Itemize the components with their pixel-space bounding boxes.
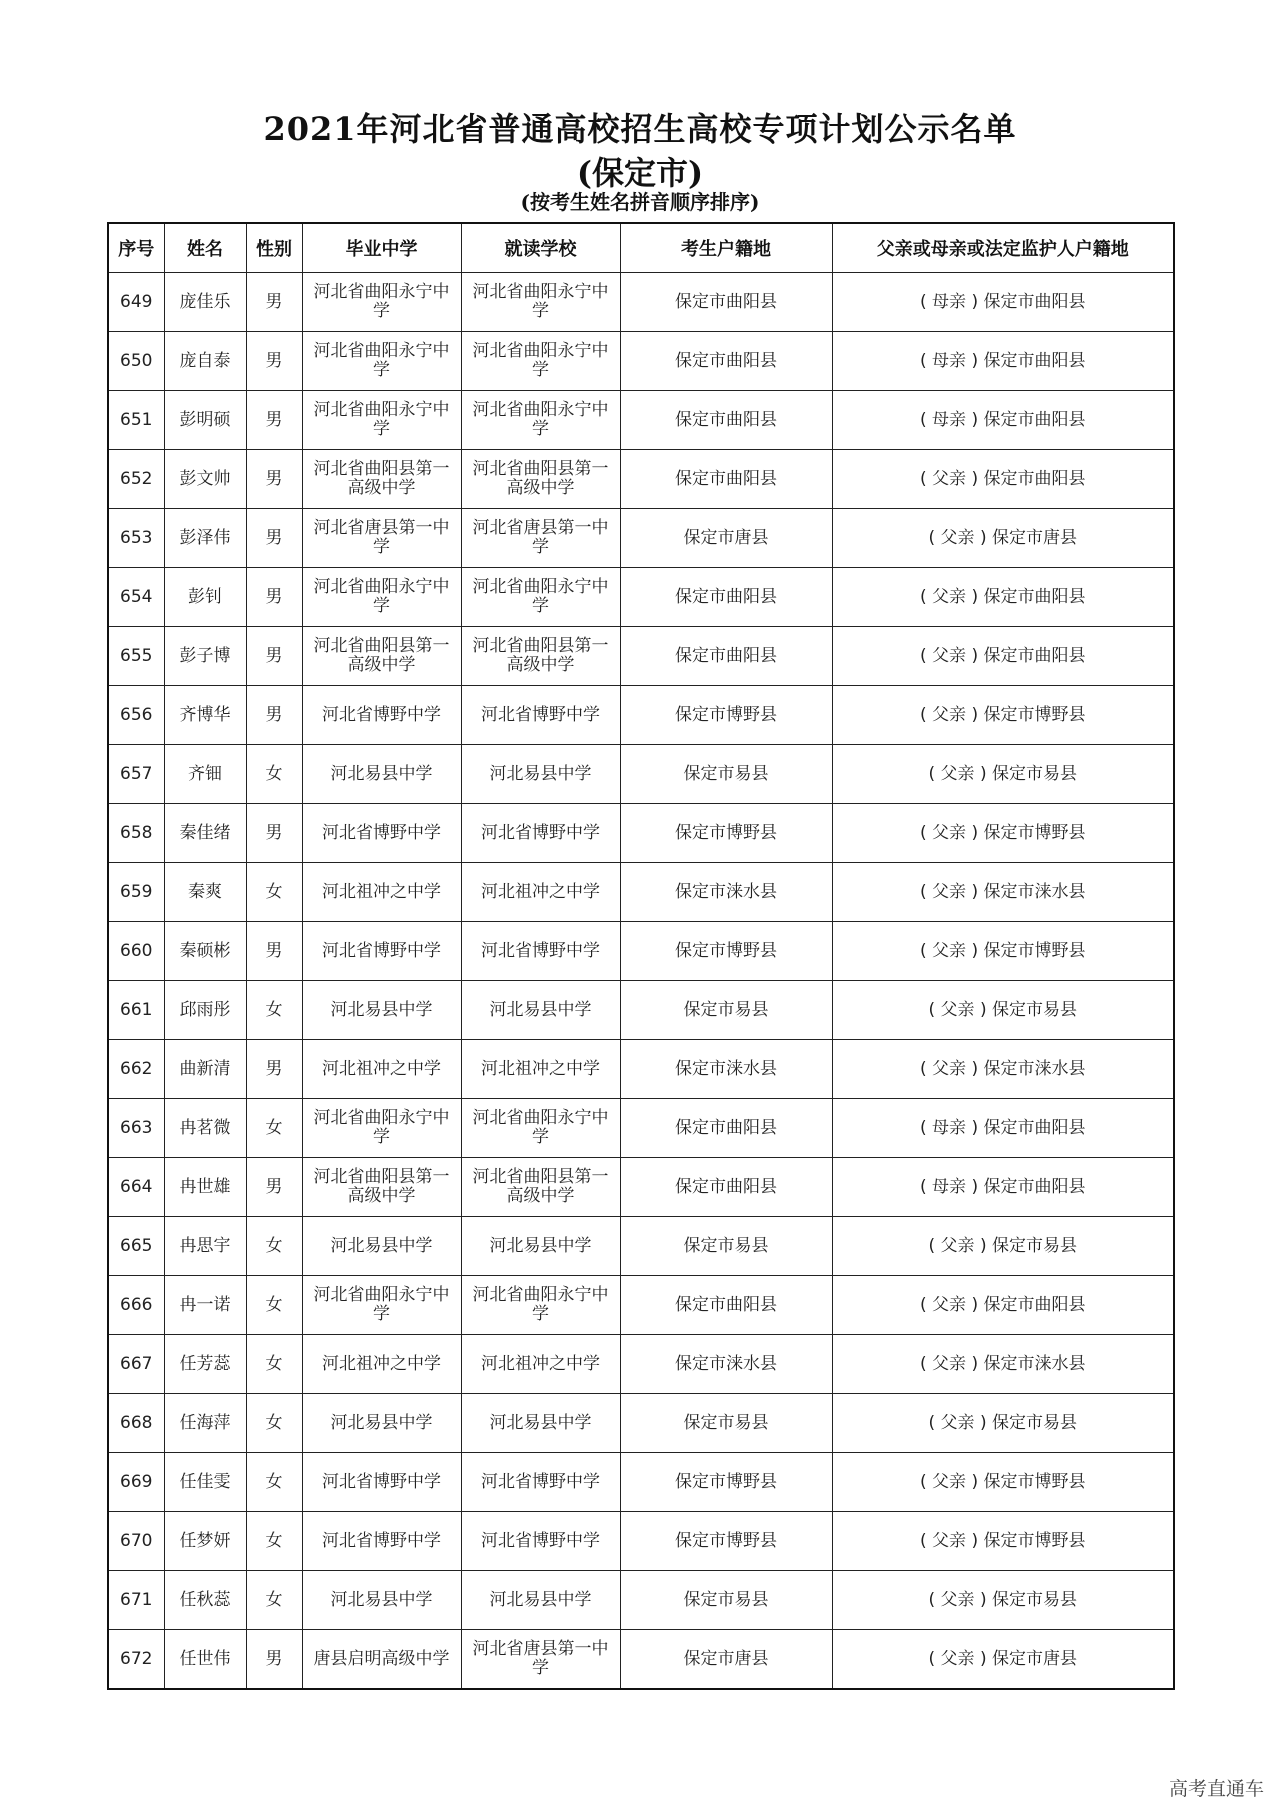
cell-gender: 女 xyxy=(246,1512,302,1571)
cell-name: 秦硕彬 xyxy=(164,922,246,981)
cell-current-school: 河北省博野中学 xyxy=(461,922,620,981)
cell-guardian-household: ( 父亲 ) 保定市曲阳县 xyxy=(832,450,1174,509)
cell-serial: 653 xyxy=(108,509,164,568)
cell-serial: 665 xyxy=(108,1217,164,1276)
sort-note: (按考生姓名拼音顺序排序) xyxy=(520,190,760,214)
cell-name: 任秋蕊 xyxy=(164,1571,246,1630)
cell-grad-school: 河北省曲阳永宁中学 xyxy=(302,273,461,332)
cell-serial: 659 xyxy=(108,863,164,922)
cell-guardian-household: ( 父亲 ) 保定市涞水县 xyxy=(832,1335,1174,1394)
table-body xyxy=(108,273,1174,1690)
cell-household: 保定市曲阳县 xyxy=(620,391,832,450)
cell-name: 庞自泰 xyxy=(164,332,246,391)
cell-grad-school: 河北省曲阳永宁中学 xyxy=(302,1276,461,1335)
cell-name: 任海萍 xyxy=(164,1394,246,1453)
table-row xyxy=(108,1630,1174,1690)
cell-current-school: 河北易县中学 xyxy=(461,1217,620,1276)
cell-current-school: 河北省博野中学 xyxy=(461,686,620,745)
cell-serial: 672 xyxy=(108,1630,164,1690)
cell-household: 保定市博野县 xyxy=(620,1453,832,1512)
cell-household: 保定市易县 xyxy=(620,1217,832,1276)
cell-guardian-household: ( 父亲 ) 保定市涞水县 xyxy=(832,1040,1174,1099)
cell-grad-school: 河北易县中学 xyxy=(302,1571,461,1630)
cell-grad-school: 河北省唐县第一中学 xyxy=(302,509,461,568)
cell-gender: 男 xyxy=(246,804,302,863)
cell-household: 保定市曲阳县 xyxy=(620,1099,832,1158)
table-row xyxy=(108,1394,1174,1453)
cell-name: 冉思宇 xyxy=(164,1217,246,1276)
table-row xyxy=(108,1453,1174,1512)
cell-household: 保定市曲阳县 xyxy=(620,1276,832,1335)
cell-gender: 男 xyxy=(246,332,302,391)
cell-household: 保定市博野县 xyxy=(620,922,832,981)
cell-current-school: 河北省博野中学 xyxy=(461,804,620,863)
cell-guardian-household: ( 母亲 ) 保定市曲阳县 xyxy=(832,1099,1174,1158)
table-row xyxy=(108,1099,1174,1158)
cell-guardian-household: ( 父亲 ) 保定市易县 xyxy=(832,745,1174,804)
table-row xyxy=(108,1512,1174,1571)
table-row xyxy=(108,1158,1174,1217)
cell-gender: 男 xyxy=(246,391,302,450)
cell-guardian-household: ( 父亲 ) 保定市博野县 xyxy=(832,922,1174,981)
cell-current-school: 河北省曲阳永宁中学 xyxy=(461,1099,620,1158)
cell-current-school: 河北祖冲之中学 xyxy=(461,1335,620,1394)
table-row xyxy=(108,1040,1174,1099)
cell-grad-school: 河北省曲阳永宁中学 xyxy=(302,1099,461,1158)
cell-guardian-household: ( 母亲 ) 保定市曲阳县 xyxy=(832,391,1174,450)
cell-serial: 663 xyxy=(108,1099,164,1158)
column-header: 性别 xyxy=(246,223,302,273)
cell-gender: 男 xyxy=(246,1158,302,1217)
cell-current-school: 河北省唐县第一中学 xyxy=(461,509,620,568)
cell-current-school: 河北易县中学 xyxy=(461,1571,620,1630)
cell-guardian-household: ( 父亲 ) 保定市曲阳县 xyxy=(832,568,1174,627)
cell-serial: 660 xyxy=(108,922,164,981)
cell-grad-school: 河北省博野中学 xyxy=(302,922,461,981)
cell-gender: 女 xyxy=(246,1217,302,1276)
column-header: 毕业中学 xyxy=(302,223,461,273)
cell-guardian-household: ( 父亲 ) 保定市易县 xyxy=(832,981,1174,1040)
cell-guardian-household: ( 母亲 ) 保定市曲阳县 xyxy=(832,273,1174,332)
cell-serial: 661 xyxy=(108,981,164,1040)
cell-grad-school: 河北易县中学 xyxy=(302,981,461,1040)
cell-current-school: 河北省曲阳县第一高级中学 xyxy=(461,627,620,686)
cell-grad-school: 河北祖冲之中学 xyxy=(302,1335,461,1394)
cell-household: 保定市曲阳县 xyxy=(620,1158,832,1217)
cell-guardian-household: ( 父亲 ) 保定市博野县 xyxy=(832,1512,1174,1571)
cell-gender: 男 xyxy=(246,509,302,568)
cell-household: 保定市涞水县 xyxy=(620,1040,832,1099)
cell-current-school: 河北祖冲之中学 xyxy=(461,1040,620,1099)
table-row xyxy=(108,686,1174,745)
cell-current-school: 河北易县中学 xyxy=(461,745,620,804)
cell-grad-school: 河北易县中学 xyxy=(302,1394,461,1453)
cell-gender: 男 xyxy=(246,627,302,686)
cell-grad-school: 河北省博野中学 xyxy=(302,1512,461,1571)
cell-name: 彭子博 xyxy=(164,627,246,686)
cell-serial: 650 xyxy=(108,332,164,391)
cell-household: 保定市易县 xyxy=(620,745,832,804)
cell-current-school: 河北省唐县第一中学 xyxy=(461,1630,620,1690)
cell-household: 保定市涞水县 xyxy=(620,863,832,922)
cell-serial: 657 xyxy=(108,745,164,804)
cell-gender: 女 xyxy=(246,1571,302,1630)
table-row xyxy=(108,1217,1174,1276)
cell-gender: 男 xyxy=(246,273,302,332)
cell-grad-school: 河北省曲阳永宁中学 xyxy=(302,568,461,627)
cell-current-school: 河北易县中学 xyxy=(461,1394,620,1453)
cell-name: 冉茗微 xyxy=(164,1099,246,1158)
cell-gender: 男 xyxy=(246,568,302,627)
column-header: 姓名 xyxy=(164,223,246,273)
table-row xyxy=(108,273,1174,332)
cell-gender: 女 xyxy=(246,981,302,1040)
table-row xyxy=(108,1335,1174,1394)
cell-household: 保定市易县 xyxy=(620,1394,832,1453)
cell-current-school: 河北省曲阳县第一高级中学 xyxy=(461,1158,620,1217)
cell-grad-school: 河北省博野中学 xyxy=(302,1453,461,1512)
cell-grad-school: 河北易县中学 xyxy=(302,745,461,804)
cell-household: 保定市曲阳县 xyxy=(620,450,832,509)
cell-grad-school: 唐县启明高级中学 xyxy=(302,1630,461,1690)
cell-grad-school: 河北省曲阳县第一高级中学 xyxy=(302,450,461,509)
cell-name: 冉世雄 xyxy=(164,1158,246,1217)
cell-current-school: 河北省曲阳永宁中学 xyxy=(461,568,620,627)
cell-serial: 664 xyxy=(108,1158,164,1217)
cell-guardian-household: ( 母亲 ) 保定市曲阳县 xyxy=(832,1158,1174,1217)
cell-name: 秦爽 xyxy=(164,863,246,922)
cell-gender: 男 xyxy=(246,686,302,745)
cell-gender: 男 xyxy=(246,450,302,509)
cell-grad-school: 河北省博野中学 xyxy=(302,804,461,863)
cell-gender: 男 xyxy=(246,1040,302,1099)
cell-guardian-household: ( 父亲 ) 保定市易县 xyxy=(832,1217,1174,1276)
cell-serial: 654 xyxy=(108,568,164,627)
cell-grad-school: 河北省博野中学 xyxy=(302,686,461,745)
cell-name: 彭泽伟 xyxy=(164,509,246,568)
cell-guardian-household: ( 父亲 ) 保定市曲阳县 xyxy=(832,627,1174,686)
cell-gender: 女 xyxy=(246,1276,302,1335)
cell-household: 保定市曲阳县 xyxy=(620,332,832,391)
cell-current-school: 河北省博野中学 xyxy=(461,1512,620,1571)
table-row xyxy=(108,332,1174,391)
cell-serial: 658 xyxy=(108,804,164,863)
cell-guardian-household: ( 父亲 ) 保定市博野县 xyxy=(832,686,1174,745)
cell-household: 保定市曲阳县 xyxy=(620,627,832,686)
table-row xyxy=(108,391,1174,450)
cell-current-school: 河北省曲阳永宁中学 xyxy=(461,332,620,391)
cell-current-school: 河北省博野中学 xyxy=(461,1453,620,1512)
cell-serial: 668 xyxy=(108,1394,164,1453)
cell-guardian-household: ( 父亲 ) 保定市博野县 xyxy=(832,1453,1174,1512)
table-row xyxy=(108,1276,1174,1335)
cell-serial: 662 xyxy=(108,1040,164,1099)
cell-grad-school: 河北省曲阳永宁中学 xyxy=(302,332,461,391)
cell-household: 保定市博野县 xyxy=(620,686,832,745)
cell-serial: 655 xyxy=(108,627,164,686)
cell-household: 保定市曲阳县 xyxy=(620,273,832,332)
table-row xyxy=(108,1571,1174,1630)
cell-household: 保定市曲阳县 xyxy=(620,568,832,627)
cell-serial: 666 xyxy=(108,1276,164,1335)
cell-serial: 669 xyxy=(108,1453,164,1512)
cell-gender: 女 xyxy=(246,745,302,804)
cell-current-school: 河北省曲阳永宁中学 xyxy=(461,1276,620,1335)
column-header: 父亲或母亲或法定监护人户籍地 xyxy=(832,223,1174,273)
cell-grad-school: 河北祖冲之中学 xyxy=(302,1040,461,1099)
cell-name: 齐钿 xyxy=(164,745,246,804)
cell-gender: 女 xyxy=(246,1453,302,1512)
cell-gender: 男 xyxy=(246,1630,302,1690)
cell-guardian-household: ( 父亲 ) 保定市涞水县 xyxy=(832,863,1174,922)
cell-name: 彭明硕 xyxy=(164,391,246,450)
cell-current-school: 河北省曲阳永宁中学 xyxy=(461,391,620,450)
cell-name: 任芳蕊 xyxy=(164,1335,246,1394)
cell-serial: 670 xyxy=(108,1512,164,1571)
cell-name: 秦佳绪 xyxy=(164,804,246,863)
table-row xyxy=(108,922,1174,981)
cell-name: 任世伟 xyxy=(164,1630,246,1690)
cell-guardian-household: ( 父亲 ) 保定市唐县 xyxy=(832,1630,1174,1690)
cell-household: 保定市博野县 xyxy=(620,1512,832,1571)
cell-current-school: 河北省曲阳县第一高级中学 xyxy=(461,450,620,509)
cell-name: 邱雨彤 xyxy=(164,981,246,1040)
cell-household: 保定市唐县 xyxy=(620,509,832,568)
cell-name: 齐博华 xyxy=(164,686,246,745)
cell-current-school: 河北祖冲之中学 xyxy=(461,863,620,922)
cell-household: 保定市易县 xyxy=(620,1571,832,1630)
cell-guardian-household: ( 父亲 ) 保定市曲阳县 xyxy=(832,1276,1174,1335)
cell-name: 任佳雯 xyxy=(164,1453,246,1512)
cell-serial: 656 xyxy=(108,686,164,745)
cell-current-school: 河北省曲阳永宁中学 xyxy=(461,273,620,332)
cell-grad-school: 河北祖冲之中学 xyxy=(302,863,461,922)
watermark: 高考直通车 xyxy=(1168,1778,1264,1800)
cell-grad-school: 河北省曲阳县第一高级中学 xyxy=(302,1158,461,1217)
cell-gender: 女 xyxy=(246,863,302,922)
cell-household: 保定市唐县 xyxy=(620,1630,832,1690)
column-header: 考生户籍地 xyxy=(620,223,832,273)
table-header-row xyxy=(108,223,1174,273)
cell-serial: 649 xyxy=(108,273,164,332)
table-row xyxy=(108,981,1174,1040)
roster-table xyxy=(107,222,1175,1690)
table-row xyxy=(108,627,1174,686)
cell-guardian-household: ( 父亲 ) 保定市唐县 xyxy=(832,509,1174,568)
cell-guardian-household: ( 父亲 ) 保定市易县 xyxy=(832,1571,1174,1630)
cell-gender: 女 xyxy=(246,1335,302,1394)
page-subtitle: (保定市) xyxy=(576,154,704,192)
cell-name: 任梦妍 xyxy=(164,1512,246,1571)
table-row xyxy=(108,804,1174,863)
cell-serial: 652 xyxy=(108,450,164,509)
cell-guardian-household: ( 父亲 ) 保定市博野县 xyxy=(832,804,1174,863)
cell-serial: 667 xyxy=(108,1335,164,1394)
cell-serial: 671 xyxy=(108,1571,164,1630)
column-header: 序号 xyxy=(108,223,164,273)
column-header: 就读学校 xyxy=(461,223,620,273)
cell-gender: 女 xyxy=(246,1394,302,1453)
cell-grad-school: 河北易县中学 xyxy=(302,1217,461,1276)
table-row xyxy=(108,450,1174,509)
cell-gender: 男 xyxy=(246,922,302,981)
cell-household: 保定市涞水县 xyxy=(620,1335,832,1394)
table-row xyxy=(108,745,1174,804)
cell-name: 曲新清 xyxy=(164,1040,246,1099)
table-row xyxy=(108,509,1174,568)
cell-grad-school: 河北省曲阳永宁中学 xyxy=(302,391,461,450)
table-row xyxy=(108,863,1174,922)
cell-name: 庞佳乐 xyxy=(164,273,246,332)
page-title: 2021年河北省普通高校招生高校专项计划公示名单 xyxy=(263,110,1017,148)
cell-guardian-household: ( 父亲 ) 保定市易县 xyxy=(832,1394,1174,1453)
cell-guardian-household: ( 母亲 ) 保定市曲阳县 xyxy=(832,332,1174,391)
table-row xyxy=(108,568,1174,627)
cell-name: 彭文帅 xyxy=(164,450,246,509)
cell-grad-school: 河北省曲阳县第一高级中学 xyxy=(302,627,461,686)
cell-household: 保定市易县 xyxy=(620,981,832,1040)
cell-current-school: 河北易县中学 xyxy=(461,981,620,1040)
cell-serial: 651 xyxy=(108,391,164,450)
cell-household: 保定市博野县 xyxy=(620,804,832,863)
cell-gender: 女 xyxy=(246,1099,302,1158)
cell-name: 冉一诺 xyxy=(164,1276,246,1335)
cell-name: 彭钊 xyxy=(164,568,246,627)
